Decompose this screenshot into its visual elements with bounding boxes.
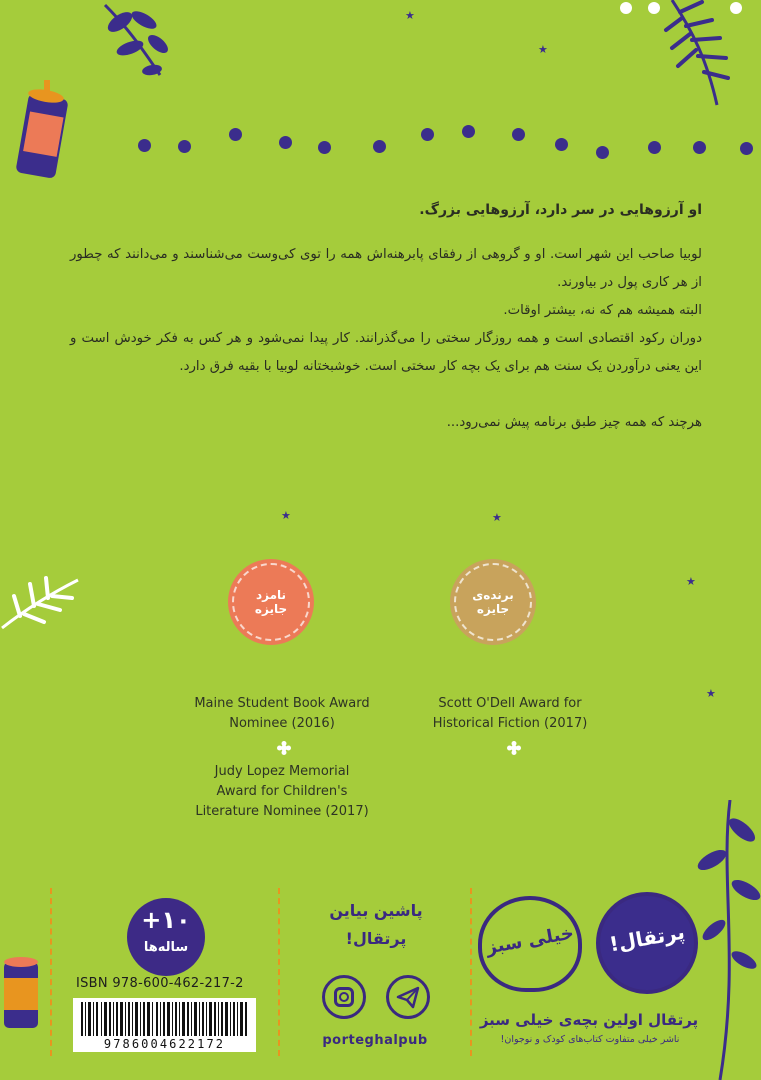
star-icon: ★: [405, 9, 415, 22]
dot: [421, 128, 434, 141]
promo-line-1: پاشین بیاین: [329, 901, 423, 920]
tin-can-icon: [0, 948, 44, 1034]
leaf-sprig-left: [0, 572, 80, 634]
winner-seal-text: برنده‌ی جایزه: [472, 588, 514, 616]
dot: [229, 128, 242, 141]
dot: [138, 139, 151, 152]
telegram-icon[interactable]: [386, 975, 430, 1019]
blurb-paragraph-3: دوران رکود اقتصادی است و همه روزگار سختی را می‌گذرانند. کار پیدا نمی‌شود و هر کس به فکر خودش است و این یعنی درآوردن یک سنت هم برای یک بچه کار سختی است. خوشبختانه لوبیا با بقیه فرق دارد.: [70, 331, 702, 374]
dot: [462, 125, 475, 138]
dot: [596, 146, 609, 159]
dot: [279, 136, 292, 149]
age-badge: [127, 898, 205, 976]
publisher-sub-slogan: ناشر خیلی متفاوت کتاب‌های کودک و نوجوان!: [500, 1034, 680, 1045]
isbn-text: ISBN 978-600-462-217-2: [76, 976, 244, 991]
dot: [373, 140, 386, 153]
khili-sabz-logo: [478, 896, 582, 992]
blurb-paragraph-1: لوبیا صاحب این شهر است. او و گروهی از رفقای پابرهنه‌اش همه را توی کی‌وست می‌شناسند و می‌دانند که چطور از هر کاری پول در بیاورند.: [70, 247, 702, 290]
white-dot: [648, 2, 660, 14]
blurb-paragraph-2: البته همیشه هم که نه، بیشتر اوقات.: [503, 303, 702, 318]
palm-leaf-top-right: [662, 0, 732, 110]
divider-mid-right: [470, 888, 472, 1056]
publisher-orange-logo: [596, 892, 698, 994]
star-icon: ★: [281, 509, 291, 522]
publisher-slogan: پرتقال اولین بچه‌ی خیلی سبز: [479, 1011, 699, 1029]
dot: [512, 128, 525, 141]
barcode-bars: [79, 1002, 250, 1036]
star-icon: ★: [706, 687, 716, 700]
publisher-logo-text: پرتقال!: [607, 919, 687, 957]
dot: [555, 138, 568, 151]
social-handle[interactable]: porteghalpub: [322, 1033, 428, 1048]
dot: [318, 141, 331, 154]
age-number: +۱۰: [141, 906, 191, 934]
blurb-paragraph-4: هرچند که همه چیز طبق برنامه پیش نمی‌رود...: [446, 415, 702, 430]
barcode: [73, 998, 256, 1052]
white-dot: [620, 2, 632, 14]
tin-can-icon: [14, 76, 74, 186]
award-nominee-1: Maine Student Book Award Nominee (2016): [194, 696, 370, 731]
imprint-logo-text: خیلی سبز: [484, 922, 576, 959]
dot: [693, 141, 706, 154]
award-nominee-2: Judy Lopez Memorial Award for Children's Literature Nominee (2017): [195, 764, 369, 819]
winner-award-seal: [450, 559, 536, 645]
leaf-branch-top-left: [100, 0, 180, 80]
instagram-icon[interactable]: [322, 975, 366, 1019]
award-winner-1: Scott O'Dell Award for Historical Fiction (2017): [432, 696, 588, 731]
nominee-seal-text: نامزد جایزه: [254, 588, 288, 616]
dot: [740, 142, 753, 155]
star-icon: ★: [538, 43, 548, 56]
promo-line-2: پرتقال!: [345, 929, 407, 948]
dot: [648, 141, 661, 154]
flower-bullet-icon: [507, 741, 521, 755]
star-icon: ★: [492, 511, 502, 524]
star-icon: ★: [686, 575, 696, 588]
nominee-award-seal: [228, 559, 314, 645]
flower-bullet-icon: [277, 741, 291, 755]
blurb-lead: او آرزوهایی در سر دارد، آرزوهایی بزرگ.: [419, 202, 702, 218]
divider-left: [50, 888, 52, 1056]
dot: [178, 140, 191, 153]
age-label: ساله‌ها: [143, 940, 189, 955]
barcode-digits: 9786004622172: [103, 1037, 226, 1051]
divider-mid-left: [278, 888, 280, 1056]
